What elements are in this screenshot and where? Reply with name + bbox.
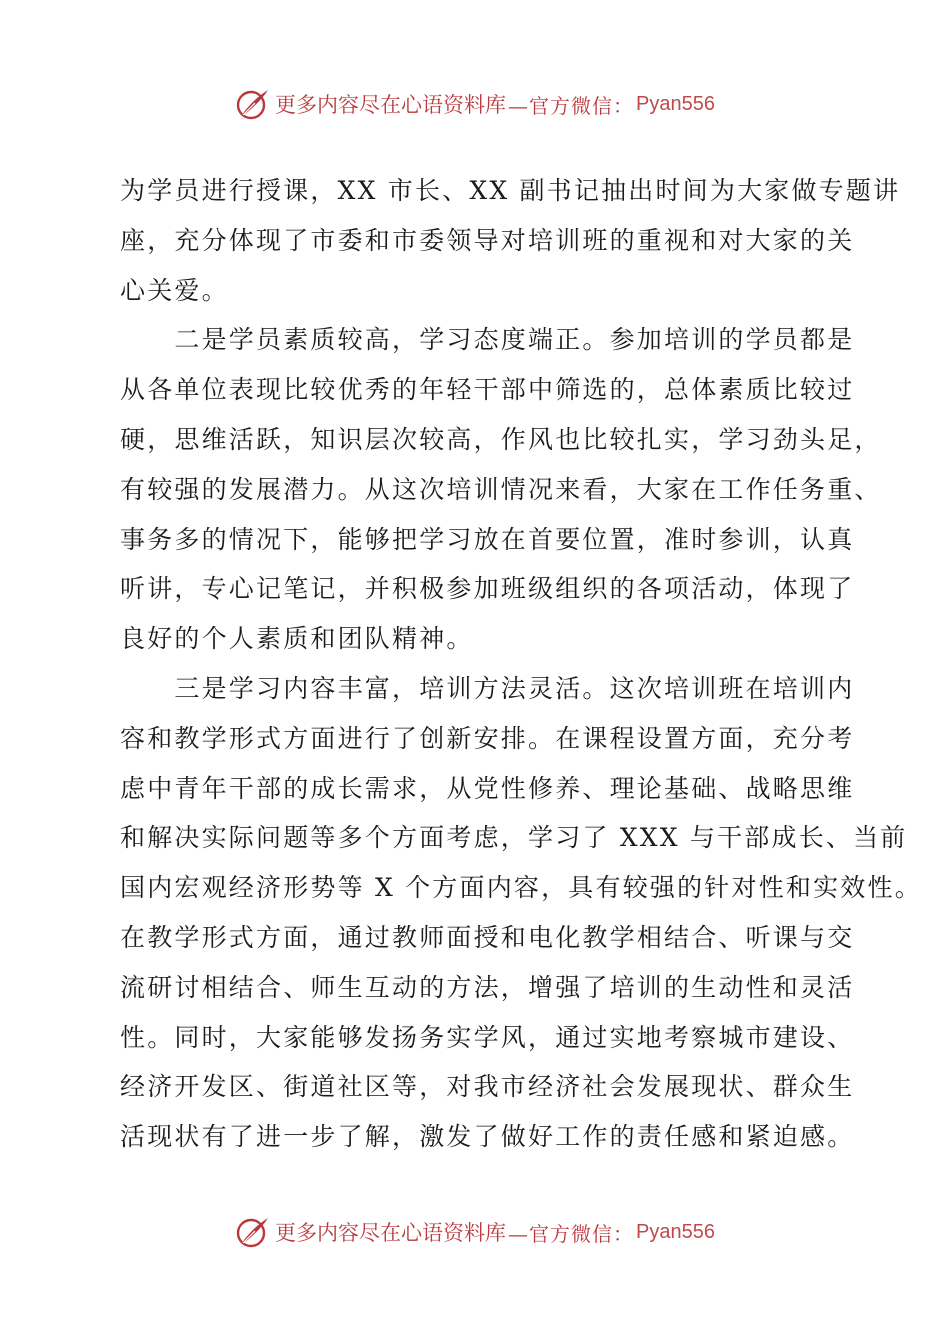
header-title: 更多内容尽在心语资料库 [275,93,507,117]
header-banner [0,84,950,124]
text-line: 活现状有了进一步了解，激发了做好工作的责任感和紧迫感。 [120,1122,855,1152]
footer-wechat-label: —官方微信： [508,1221,635,1246]
text-line: 性。同时，大家能够发扬务实学风，通过实地考察城市建设、 [120,1022,855,1052]
text-line: 硬，思维活跃，知识层次较高，作风也比较扎实，学习劲头足， [120,424,882,454]
text-line: 三是学习内容丰富，培训方法灵活。这次培训班在培训内 [120,673,855,703]
text-line: 国内宏观经济形势等 X 个方面内容，具有较强的针对性和实效性。 [120,873,922,903]
footer-banner [0,1212,950,1252]
text-line: 从各单位表现比较优秀的年轻干部中筛选的，总体素质比较过 [120,375,855,405]
text-line: 二是学员素质较高，学习态度端正。参加培训的学员都是 [120,325,855,355]
footer-title: 更多内容尽在心语资料库 [275,1221,507,1245]
text-line: 事务多的情况下，能够把学习放在首要位置，准时参训，认真 [120,524,855,554]
text-line: 在教学形式方面，通过教师面授和电化教学相结合、听课与交 [120,922,855,952]
text-line: 经济开发区、街道社区等，对我市经济社会发展现状、群众生 [120,1072,855,1102]
header-wechat-label: —官方微信： [508,93,635,118]
quill-logo-icon [235,1214,271,1250]
text-line: 座，充分体现了市委和市委领导对培训班的重视和对大家的关 [120,225,855,255]
document-body [120,166,922,1162]
text-line: 有较强的发展潜力。从这次培训情况来看，大家在工作任务重、 [120,474,882,504]
text-line: 心关爱。 [120,275,229,305]
quill-logo-icon [235,86,271,122]
text-line: 良好的个人素质和团队精神。 [120,624,474,654]
text-line: 和解决实际问题等多个方面考虑，学习了 XXX 与干部成长、当前 [120,823,908,853]
text-line: 虑中青年干部的成长需求，从党性修养、理论基础、战略思维 [120,773,855,803]
header-wechat-id: Pyan556 [636,92,715,115]
footer-wechat-id: Pyan556 [636,1220,715,1243]
text-line: 容和教学形式方面进行了创新安排。在课程设置方面，充分考 [120,723,855,753]
text-line: 为学员进行授课，XX 市长、XX 副书记抽出时间为大家做专题讲 [120,176,901,205]
text-line: 听讲，专心记笔记，并积极参加班级组织的各项活动，体现了 [120,574,855,604]
text-line: 流研讨相结合、师生互动的方法，增强了培训的生动性和灵活 [120,972,855,1002]
